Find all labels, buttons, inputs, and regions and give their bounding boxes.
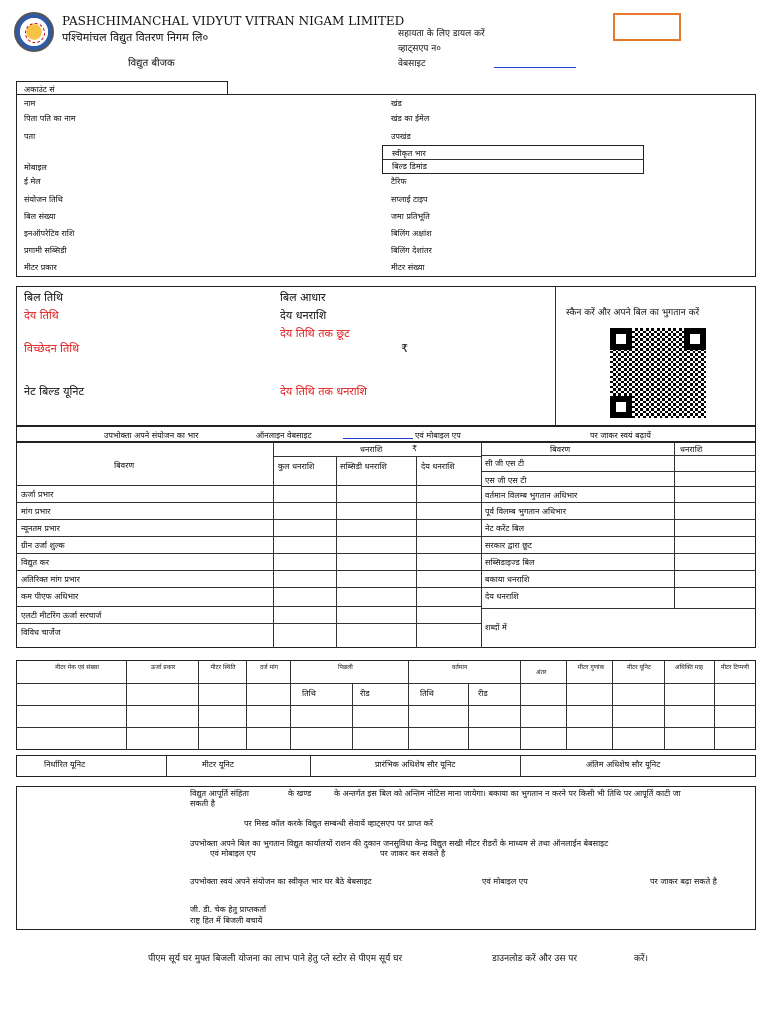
label-division-email: खंड का ईमेल [391,114,430,123]
row-line [481,471,756,472]
col-line [468,683,469,750]
col-line [352,683,353,750]
row-line [16,536,481,537]
charges-amount-header: धनराशि [360,445,383,454]
charges-payable-header: देय धनराशि [421,462,455,471]
charge-demand: मांग प्रभार [21,507,51,516]
charges-col-line-5 [674,442,675,608]
meter-header-assessed-month: अधिक्ति माह [674,664,704,671]
label-meter-type: मीटर प्रकार [24,263,57,272]
whatsapp-label: व्हाट्सएप न० [398,44,441,54]
bill-date-label: बिल तिथि [24,291,64,304]
col-line [664,660,665,750]
row-line [16,587,481,588]
meter-header-make: मीटर मेक एवं संख्या [55,664,99,671]
item-subsidized-bill: सब्सिडाइज्ड बिल [485,558,535,567]
charges-subhead-line [273,456,481,457]
amount-by-due-date-label: देय तिथि तक धनराशि [280,385,367,398]
col-line [246,660,247,750]
load-line-part1: उपभोक्ता अपने संयोजन का भार [104,431,199,440]
bill-basis-label: बिल आधार [280,291,326,304]
row-line [481,486,756,487]
row-line [16,570,481,571]
load-line-part3: एवं मोबाइल एप [415,431,461,440]
label-sanctioned-load: स्वीकृत भार [392,149,426,158]
row-line [16,502,481,503]
label-name: नाम [24,99,36,108]
meter-units-label: मीटर यूनिट [202,760,234,769]
row-line [16,705,756,706]
rupee-symbol: ₹ [401,342,408,355]
footer-download-text: डाउनलोड करें और उस पर [492,954,578,964]
note4-a: उपभोक्ता स्वयं अपने संयोजन का स्वीकृत भार घर बैठे बेबसाइट [190,877,372,886]
meter-header-difference: अंतर [536,669,547,676]
charge-low-pf: कम पीएफ अधिभार [21,592,79,601]
note1-c: के अन्तर्गत इस बिल को अन्तिम नोटिस माना जायेगा। बकाया का भुगतान न करने पर किसी भी तिथि पर आपूर्ति काटी जा [334,789,681,798]
initial-solar-units-label: प्रारंभिक अधिशेष सौर यूनिट [375,760,456,769]
row-line [481,608,756,609]
item-cgst: सी जी एस टी [485,459,525,468]
row-line [16,683,756,684]
summary-divider [555,286,556,426]
row-line [481,502,756,503]
assessed-units-label: निर्धारित यूनिट [44,760,86,769]
charge-misc: विविध चार्जेज [21,628,61,637]
prev-date-label: तिथि [302,689,316,698]
document-title: विद्युत बीजक [128,58,175,69]
note4-c: पर जाकर बढ़ा सकते है [650,877,717,886]
label-father-name: पिता पति का नाम [24,114,76,123]
charges-box [16,442,756,648]
qr-finder-tl [613,331,629,347]
col-line [520,660,521,750]
col-line [566,660,567,750]
item-sgst: एस जी एस टी [485,476,527,485]
item-current-lps: वर्तमान विलम्ब भुगतान अधिभार [485,491,578,500]
charge-green-energy: ग्रीन उर्जा शुल्क [21,541,65,550]
label-connection-date: संयोजन तिथि [24,195,63,204]
note1-b: के खण्ड [288,789,312,798]
row-line [481,536,756,537]
charge-electricity-duty: विद्युत कर [21,558,50,567]
meter-header-remark: मीटर टिप्पणी [720,664,750,671]
item-payable-amount: देय धनराशि [485,592,519,601]
charges-total-header: कुल धनराशि [278,462,315,471]
label-meter-number: मीटर संख्या [391,263,425,272]
item-net-current-bill: नेट करेंट बिल [485,524,525,533]
label-email: ई मेल [24,177,41,186]
note1-a: विद्युत आपूर्ति संहिता [190,789,249,798]
row-line [481,570,756,571]
label-billing-longitude: बिलिंग देशांतर [391,246,432,255]
charges-col-line-4 [481,442,482,648]
footer-scheme-text: पीएम सूर्य घर मुफ्त बिजली योजना का लाभ पाने हेतु प्ले स्टोर से पीएम सूर्य घर [148,954,403,964]
col-line [520,755,521,777]
note2: पर मिस्ड कॉल करके विद्युत सम्बन्धी सेवायें व्हाट्सएप पर प्राप्त करें [244,819,434,828]
label-security-deposit: जमा प्रतिभूति [391,212,430,221]
row-line [481,587,756,588]
note3-a: उपभोक्ता अपने बिल का भुगतान विद्युत कार्यालयों राशन की दुकान जनसुविधा केन्द्र विद्युत सखी मीटर रीडरों के माध्यम से तथा ऑनलाईन बेबसाइट [190,839,609,848]
company-name-hi: पश्चिमांचल विद्युत वितरण निगम लि० [62,31,209,44]
charge-energy: ऊर्जा प्रभार [21,490,54,499]
load-website-link[interactable] [343,438,413,439]
curr-date-label: तिथि [420,689,434,698]
label-inoperative-amount: इनऑपरेटिव राशि [24,229,75,238]
label-division: खंड [391,99,402,108]
meter-header-previous: पिछली [338,664,353,671]
final-solar-units-label: अंतिम अधिशेष सौर यूनिट [586,760,661,769]
col-line [126,660,127,750]
helpline-label: सहायता के लिए डायल करें [398,29,485,39]
meter-header-multiplier: मीटर गुणांक [577,664,605,671]
item-govt-rebate: सरकार द्वारा छूट [485,541,532,550]
item-previous-lps: पूर्व विलम्ब भुगतान अधिभार [485,507,567,516]
row-line [16,623,481,624]
meter-header-status: मीटर स्थिति [210,664,236,671]
account-no-label: अकाउंट सं [24,85,55,94]
label-progressive-subsidy: प्रगामी सब्सिडी [24,246,67,255]
meter-header-recorded-demand: दर्ज मांग [259,664,279,671]
col-line [290,660,291,750]
charges-col-line-1 [273,442,274,648]
meter-header-energy-type: ऊर्जा प्रकार [150,664,176,671]
label-billing-latitude: बिलिंग अक्षांश [391,229,432,238]
consumer-details-box [16,94,756,277]
scan-to-pay-text: स्कैन करें और अपने बिल का भुगतान करें [566,308,700,318]
note5-b: राष्ट्र हित में बिजली बचायें [190,916,263,925]
charges-subsidy-header: सब्सिडी धनराशि [340,462,387,471]
note3-b: एवं मोबाइल एप [210,849,256,858]
qr-finder-bl [613,399,629,415]
col-line [612,660,613,750]
row-line [16,485,481,486]
meter-header-units: मीटर यूनिट [627,664,651,671]
meter-header-current: वर्तमान [452,664,468,671]
col-line [714,660,715,750]
row-line [16,606,481,607]
load-line-part4: पर जाकर स्वयं बढ़ायें [590,431,651,440]
charges-right-head-line [481,455,756,456]
row-line [16,727,756,728]
label-billed-demand: बिल्ड डिमांड [392,162,427,171]
load-line-part2: ऑनलाइन वेबसाइट [256,431,312,440]
charge-extra-demand: अतिरिक्त मांग प्रभार [21,575,80,584]
right-desc-header: बिवरण [550,445,571,454]
col-line [198,660,199,750]
website-label: वेबसाइट [398,59,426,69]
col-line [310,755,311,777]
row-line [481,519,756,520]
charges-rupee-header: ₹ [412,444,418,453]
label-mobile: मोबाइल [24,163,47,172]
payment-qr-code[interactable] [610,328,706,418]
col-line [408,660,409,750]
row-line [481,553,756,554]
rebate-label: देय तिथि तक छूट [280,327,350,340]
label-supply-type: सप्लाई टाइप [391,195,428,204]
label-tariff: टैरिफ [391,177,407,186]
footer-end-text: करें। [634,954,649,964]
website-link-underline[interactable] [494,67,576,68]
qr-finder-tr [687,331,703,347]
row-line [16,553,481,554]
col-line [166,755,167,777]
note3-c: पर जाकर कर सकते है [380,849,446,858]
note1-d: सकती है [190,799,215,808]
amount-in-words-label: शब्दों में [485,623,507,632]
disconnection-date-label: विच्छेदन तिथि [24,342,80,355]
due-date-label: देय तिथि [24,309,59,322]
note5-a: जी. डी. चेक हेतु प्राप्तकर्ता [190,905,267,914]
charge-lt-metering: एलटी मीटरिंग ऊर्जा सरचार्ज [21,611,102,620]
company-logo [14,12,54,52]
label-bill-number: बिल संख्या [24,212,56,221]
row-line [16,519,481,520]
consumer-id-box [613,13,681,41]
item-arrears: बकाया धनराशि [485,575,530,584]
net-billed-units-label: नेट बिल्ड यूनिट [24,385,85,398]
right-amount-header: धनराशि [680,445,703,454]
charges-desc-header: बिवरण [114,461,135,470]
label-address: पता [24,132,36,141]
charge-minimum: न्यूनतम प्रभार [21,524,60,533]
prev-reading-label: रीड [360,689,370,698]
company-name-en: PASHCHIMANCHAL VIDYUT VITRAN NIGAM LIMITED [62,14,405,28]
label-subdivision: उपखंड [391,132,411,141]
note4-b: एवं मोबाइल एप [482,877,528,886]
due-amount-label: देय धनराशि [280,309,327,322]
load-box-divider [382,159,644,160]
curr-reading-label: रीड [478,689,488,698]
